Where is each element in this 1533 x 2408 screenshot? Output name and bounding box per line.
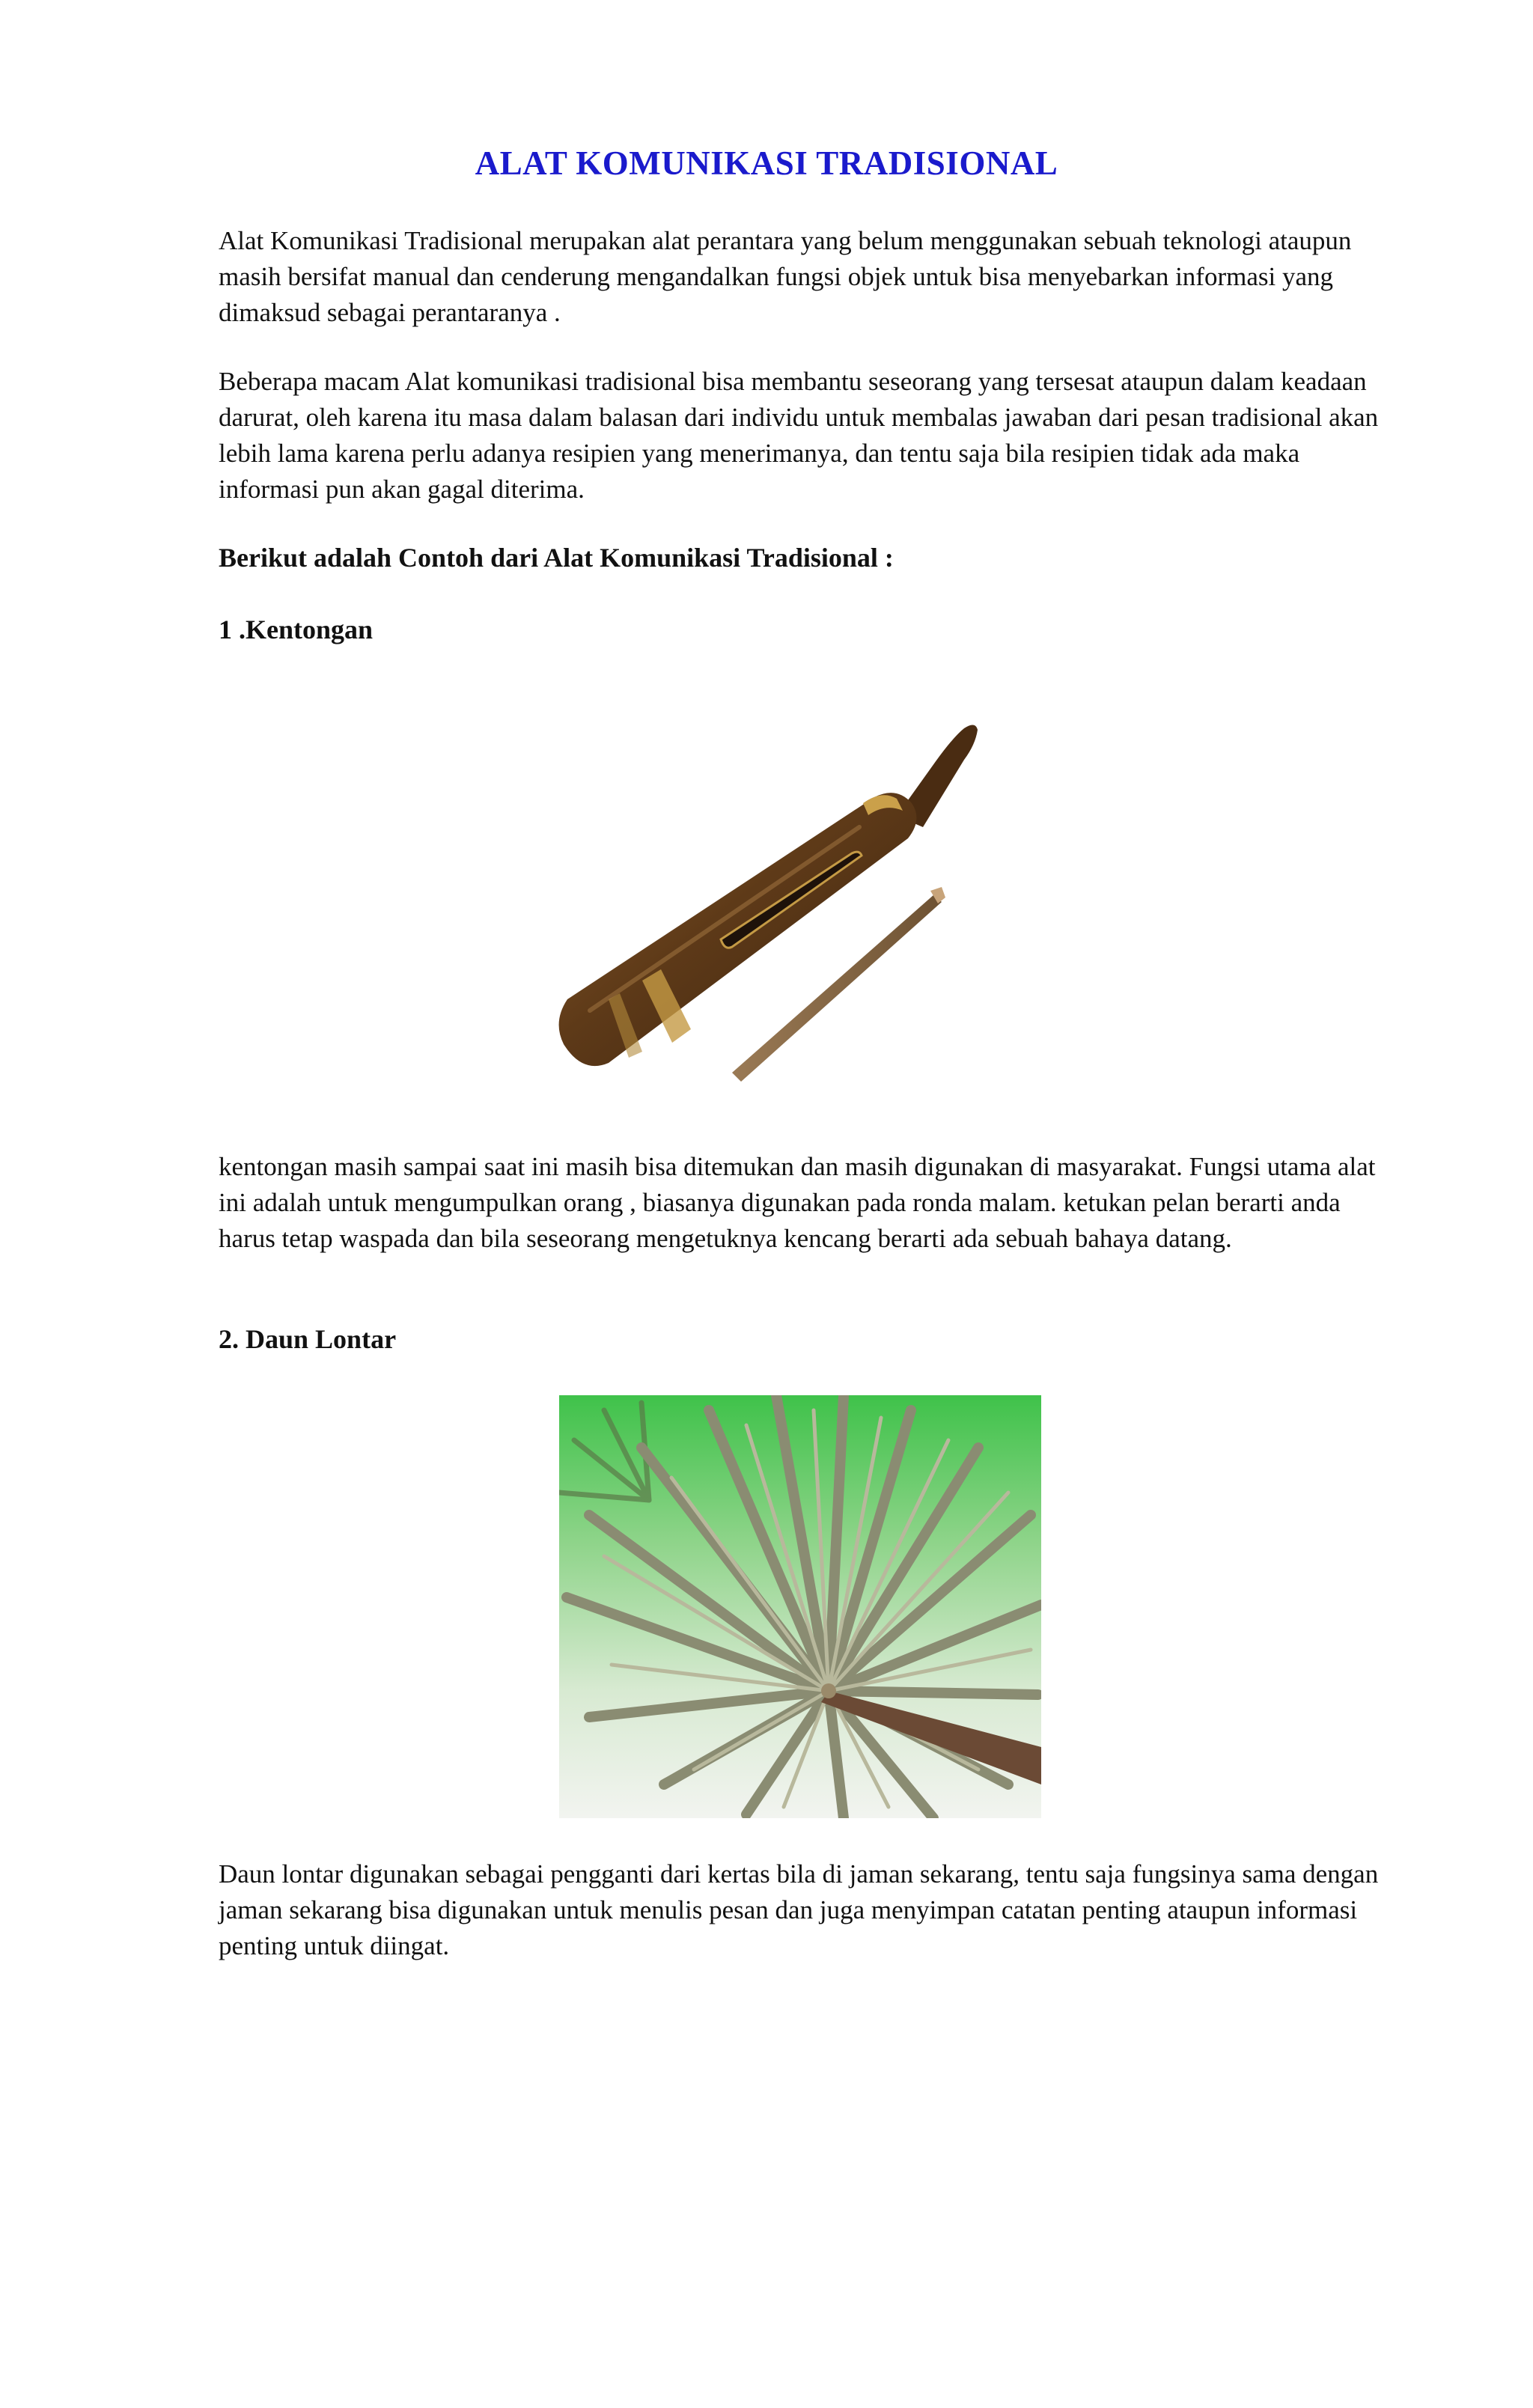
kentongan-description: kentongan masih sampai saat ini masih bisa ditemukan dan masih digunakan di masyarakat. Fungsi utama alat ini adalah untuk mengumpulkan orang , biasanya digunakan pada ronda malam. ketukan pelan berarti anda harus tetap waspada dan bila seseorang mengetuknya kencang berarti ada sebuah bahaya datang. [219, 1152, 1376, 1253]
list-intro-heading: Berikut adalah Contoh dari Alat Komunikasi Tradisional : [219, 543, 894, 573]
kentongan-image [545, 715, 1024, 1097]
daun-lontar-description: Daun lontar digunakan sebagai pengganti dari kertas bila di jaman sekarang, tentu saja fungsinya sama dengan jaman sekarang bisa digunakan untuk menulis pesan dan juga menyimpan catatan penting ataupun informasi penting untuk diingat. [219, 1859, 1379, 1960]
item-heading-daun-lontar: 2. Daun Lontar [219, 1324, 397, 1354]
palm-leaf-image [559, 1395, 1041, 1818]
intro-paragraph-1: Alat Komunikasi Tradisional merupakan alat perantara yang belum menggunakan sebuah teknologi ataupun masih bersifat manual dan cenderung mengandalkan fungsi objek untuk bisa menyebarkan informasi yang dimaksud sebagai perantaranya . [219, 226, 1352, 327]
intro-paragraph-2: Beberapa macam Alat komunikasi tradisional bisa membantu seseorang yang tersesat ataupun dalam keadaan darurat, oleh karena itu masa dalam balasan dari individu untuk membalas jawaban dari pesan tradisional akan lebih lama karena perlu adanya resipien yang menerimanya, dan tentu saja bila resipien tidak ada maka informasi pun akan gagal diterima. [219, 367, 1379, 504]
item-heading-kentongan: 1 .Kentongan [219, 615, 374, 644]
page-title: ALAT KOMUNIKASI TRADISIONAL [475, 144, 1058, 182]
